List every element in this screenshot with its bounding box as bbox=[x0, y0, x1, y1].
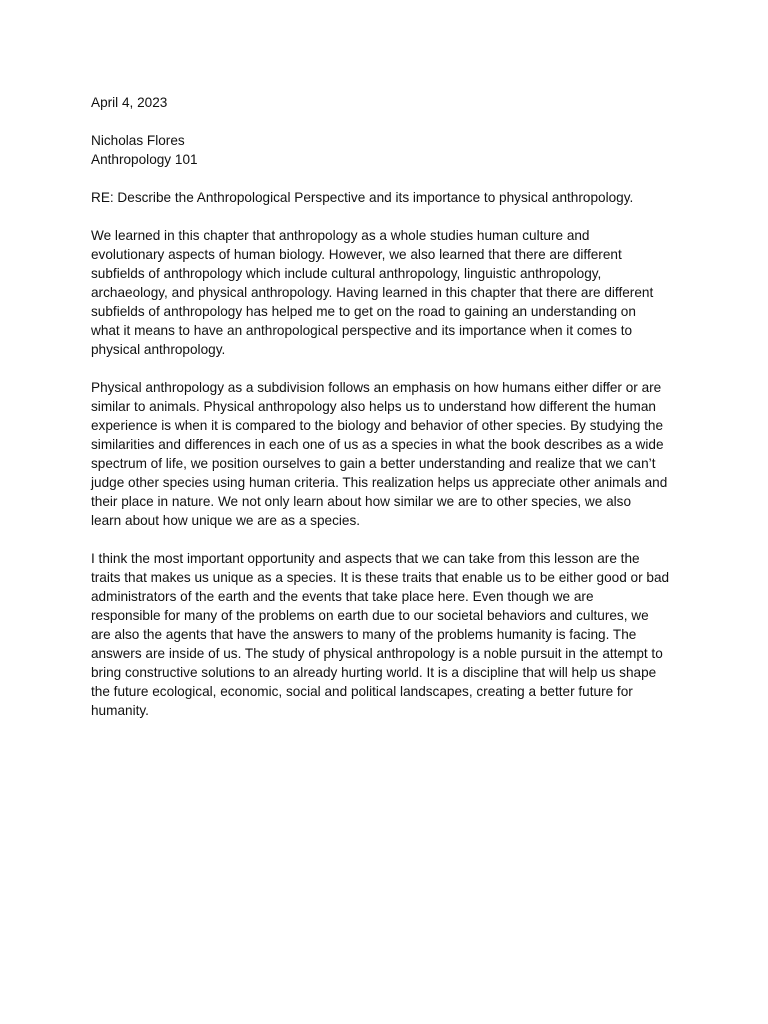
spacer bbox=[91, 359, 691, 378]
spacer bbox=[91, 530, 691, 549]
author-name: Nicholas Flores bbox=[91, 133, 185, 148]
paragraph-line: administrators of the earth and the events that take place here. Even though we are bbox=[91, 589, 594, 604]
paragraph-line: the future ecological, economic, social and political landscapes, creating a better future for bbox=[91, 684, 633, 699]
body-paragraph bbox=[91, 378, 691, 530]
paragraph-line: We learned in this chapter that anthropology as a whole studies human culture and bbox=[91, 228, 590, 243]
paragraph-line: spectrum of life, we position ourselves to gain a better understanding and realize that we can’t bbox=[91, 456, 656, 471]
paragraph-line: learn about how unique we are as a species. bbox=[91, 513, 361, 528]
subject-line: RE: Describe the Anthropological Perspective and its importance to physical anthropology. bbox=[91, 190, 634, 205]
paragraph-line: experience is when it is compared to the biology and behavior of other species. By studying the bbox=[91, 418, 664, 433]
paragraph-line: traits that makes us unique as a species. It is these traits that enable us to be either good or bad bbox=[91, 570, 670, 585]
paragraph-line: physical anthropology. bbox=[91, 342, 226, 357]
spacer bbox=[91, 112, 691, 131]
paragraph-line: responsible for many of the problems on earth due to our societal behaviors and cultures, we bbox=[91, 608, 649, 623]
paragraph-line: judge other species using human criteria. This realization helps us appreciate other animals and bbox=[91, 475, 668, 490]
spacer bbox=[91, 207, 691, 226]
paragraph-line: subfields of anthropology which include cultural anthropology, linguistic anthropology, bbox=[91, 266, 602, 281]
paragraph-line: humanity. bbox=[91, 703, 149, 718]
course-name: Anthropology 101 bbox=[91, 152, 198, 167]
paragraph-line: archaeology, and physical anthropology. Having learned in this chapter that there are different bbox=[91, 285, 654, 300]
paragraph-line: evolutionary aspects of human biology. However, we also learned that there are different bbox=[91, 247, 622, 262]
paragraph-line: are also the agents that have the answers to many of the problems humanity is facing. The bbox=[91, 627, 637, 642]
paragraph-line: I think the most important opportunity and aspects that we can take from this lesson are the bbox=[91, 551, 640, 566]
paragraph-line: subfields of anthropology has helped me to get on the road to gaining an understanding on bbox=[91, 304, 636, 319]
paragraph-line: bring constructive solutions to an already hurting world. It is a discipline that will help us shape bbox=[91, 665, 657, 680]
paragraph-line: answers are inside of us. The study of physical anthropology is a noble pursuit in the attempt to bbox=[91, 646, 663, 661]
paragraphs-container bbox=[91, 226, 691, 720]
paragraph-line: their place in nature. We not only learn about how similar we are to other species, we also bbox=[91, 494, 632, 509]
paragraph-line: similar to animals. Physical anthropology also helps us to understand how different the human bbox=[91, 399, 656, 414]
letter-body bbox=[91, 93, 691, 720]
spacer bbox=[91, 169, 691, 188]
paragraph-line: similarities and differences in each one of us as a species in what the book describes as a wide bbox=[91, 437, 664, 452]
body-paragraph bbox=[91, 549, 691, 720]
paragraph-line: Physical anthropology as a subdivision follows an emphasis on how humans either differ or are bbox=[91, 380, 662, 395]
body-paragraph bbox=[91, 226, 691, 359]
paragraph-line: what it means to have an anthropological perspective and its importance when it comes to bbox=[91, 323, 633, 338]
date-line: April 4, 2023 bbox=[91, 95, 168, 110]
